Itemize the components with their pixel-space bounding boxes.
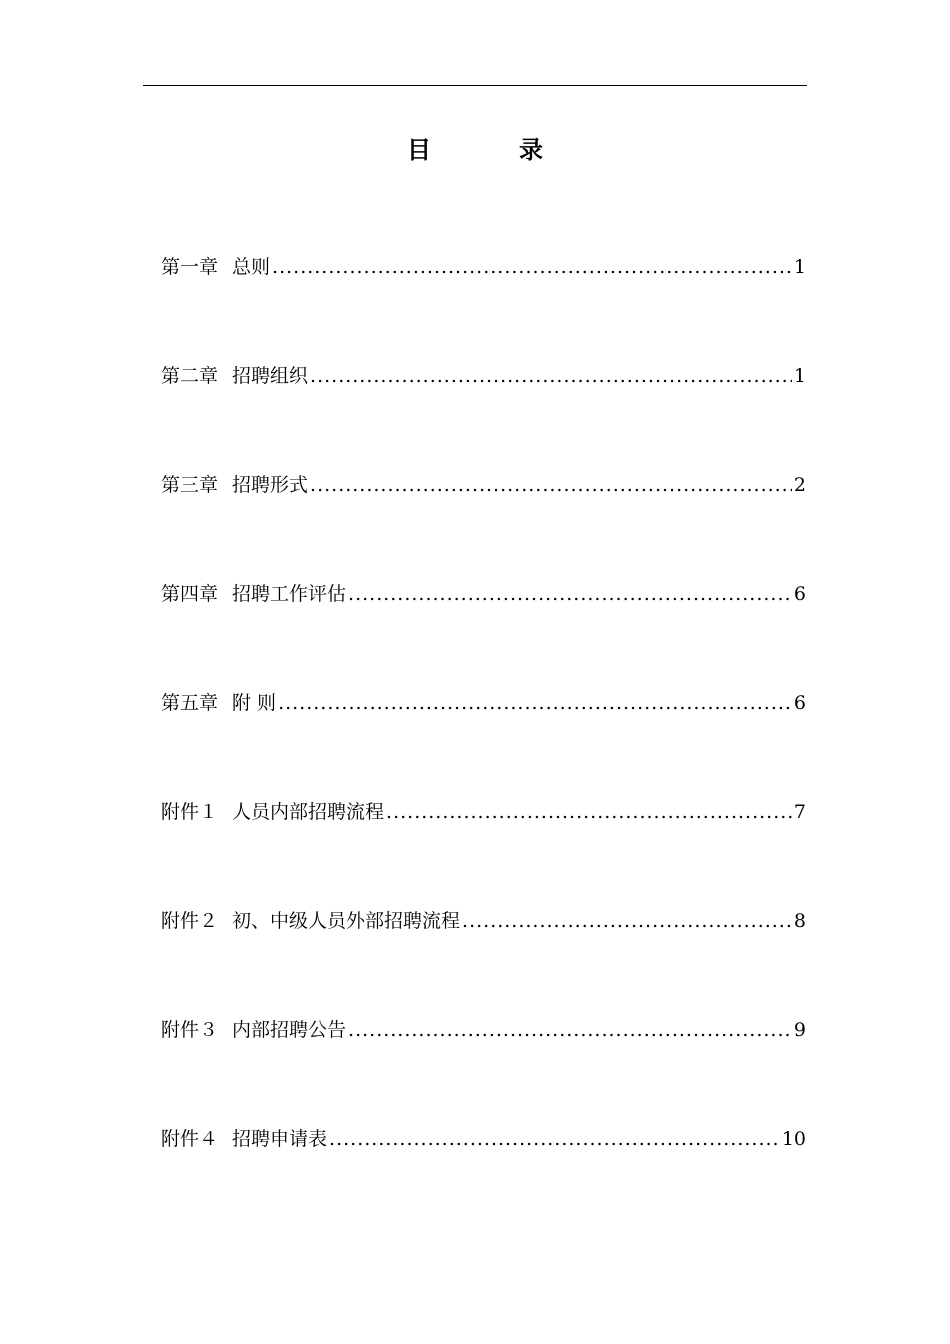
header-rule	[143, 85, 807, 86]
toc-entry-title: 人员内部招聘流程	[232, 801, 385, 823]
toc-entry-appendix-1[interactable]	[161, 797, 806, 906]
toc-entry-number: 第一章	[161, 256, 219, 278]
toc-entry-page: 9	[793, 1019, 806, 1041]
toc-dot-leader	[272, 252, 792, 282]
toc-dot-leader	[462, 906, 792, 936]
toc-entry-label	[161, 688, 276, 718]
toc-entry-chapter-3[interactable]	[161, 470, 806, 579]
table-of-contents	[161, 252, 806, 1233]
toc-entry-label	[161, 906, 460, 936]
toc-entry-number: 附件４	[161, 1128, 219, 1150]
toc-entry-chapter-1[interactable]	[161, 252, 806, 361]
toc-entry-number: 第二章	[161, 365, 219, 387]
toc-entry-page: 1	[793, 256, 806, 278]
toc-entry-page: 1	[793, 365, 806, 387]
toc-entry-title: 招聘申请表	[232, 1128, 328, 1150]
toc-entry-label	[161, 470, 308, 500]
toc-entry-number: 附件１	[161, 801, 219, 823]
toc-entry-number: 第五章	[161, 692, 219, 714]
toc-entry-label	[161, 579, 346, 609]
toc-entry-title: 总则	[232, 256, 271, 278]
toc-dot-leader	[386, 797, 792, 827]
toc-dot-leader	[310, 361, 792, 391]
toc-entry-label	[161, 361, 308, 391]
toc-entry-page: 7	[793, 801, 806, 823]
toc-dot-leader	[348, 1015, 792, 1045]
toc-entry-title: 内部招聘公告	[232, 1019, 347, 1041]
toc-entry-title: 招聘组织	[232, 365, 309, 387]
toc-entry-title: 初、中级人员外部招聘流程	[232, 910, 461, 932]
toc-entry-page: 2	[793, 474, 806, 496]
toc-entry-number: 第四章	[161, 583, 219, 605]
toc-entry-page: 8	[793, 910, 806, 932]
toc-entry-title: 附 则	[232, 692, 277, 714]
toc-entry-label	[161, 797, 384, 827]
toc-entry-number: 附件３	[161, 1019, 219, 1041]
toc-entry-label	[161, 1015, 346, 1045]
toc-entry-page: 6	[793, 692, 806, 714]
toc-dot-leader	[310, 470, 792, 500]
toc-dot-leader	[348, 579, 792, 609]
toc-entry-label	[161, 252, 270, 282]
toc-entry-label	[161, 1124, 327, 1154]
toc-dot-leader	[278, 688, 792, 718]
toc-entry-number: 附件２	[161, 910, 219, 932]
page-title: 目 录	[407, 135, 575, 164]
toc-entry-page: 10	[781, 1128, 806, 1150]
toc-entry-appendix-3[interactable]	[161, 1015, 806, 1124]
toc-entry-page: 6	[793, 583, 806, 605]
toc-entry-chapter-2[interactable]	[161, 361, 806, 470]
toc-entry-appendix-2[interactable]	[161, 906, 806, 1015]
toc-entry-title: 招聘工作评估	[232, 583, 347, 605]
toc-entry-appendix-4[interactable]	[161, 1124, 806, 1233]
toc-entry-number: 第三章	[161, 474, 219, 496]
toc-entry-chapter-4[interactable]	[161, 579, 806, 688]
toc-dot-leader	[329, 1124, 780, 1154]
toc-entry-title: 招聘形式	[232, 474, 309, 496]
toc-entry-chapter-5[interactable]	[161, 688, 806, 797]
